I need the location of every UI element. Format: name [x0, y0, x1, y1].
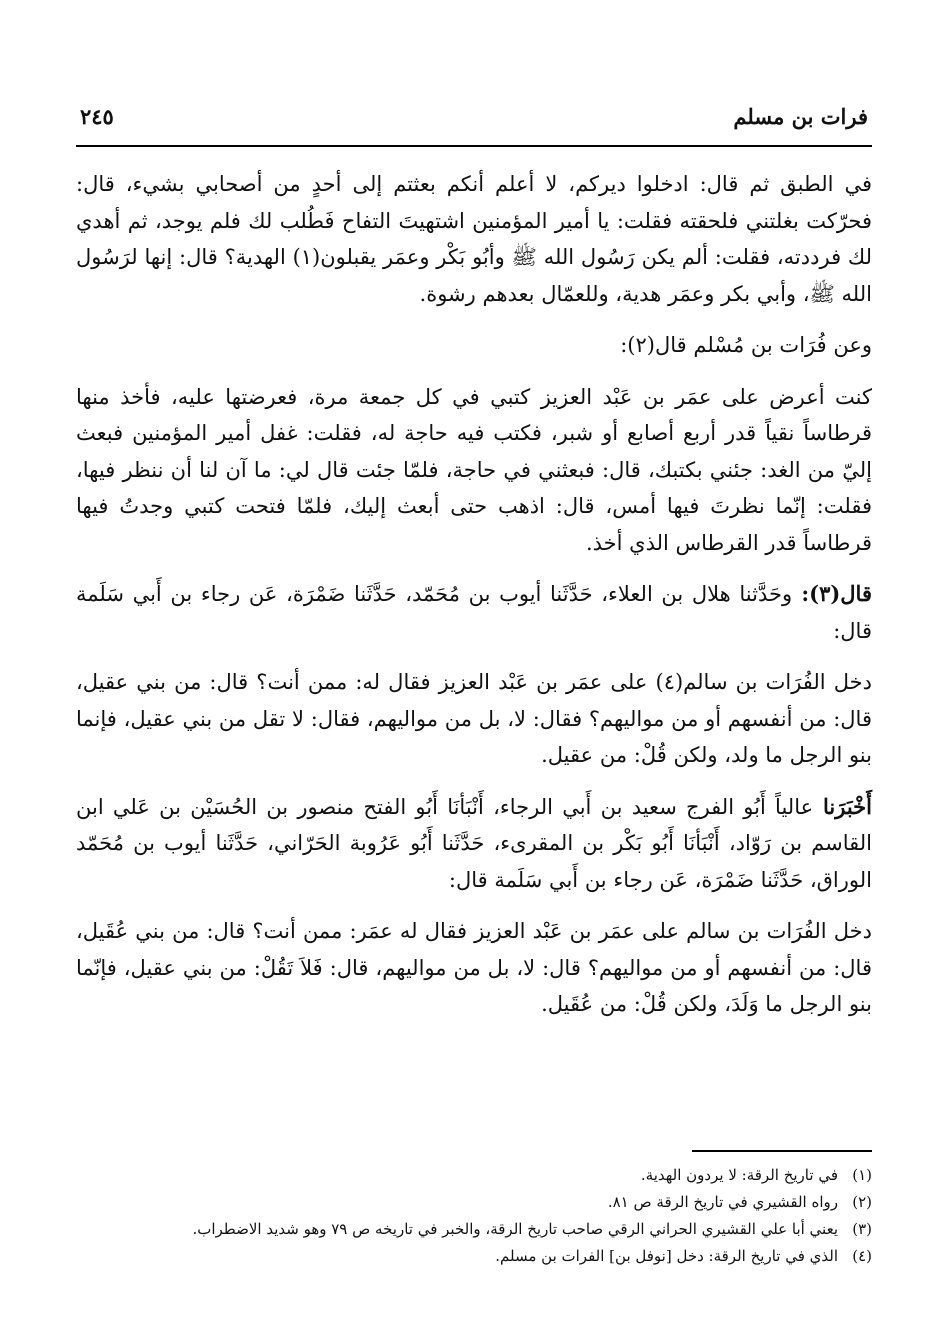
main-text — [76, 166, 872, 1038]
footnote-text: الذي في تاريخ الرقة: دخل [نوفل بن] الفرات بن مسلم. — [495, 1247, 838, 1265]
paragraph — [76, 913, 872, 1023]
footnote-number: (١) — [852, 1166, 872, 1184]
footnote-rule — [692, 1150, 872, 1152]
paragraph-lead: أَخْبَرَنا — [813, 793, 872, 819]
paragraph-text: وعن فُرَات بن مُسْلم قال(٢): — [620, 333, 872, 357]
footnote-text: في تاريخ الرقة: لا يردون الهدية. — [640, 1166, 838, 1184]
paragraph — [76, 576, 872, 649]
paragraph — [76, 327, 872, 364]
footnote-number: (٢) — [852, 1193, 872, 1211]
paragraph-lead: قال(٣): — [792, 581, 872, 606]
footnotes — [76, 1162, 872, 1270]
footnote — [76, 1162, 872, 1189]
footnote — [76, 1216, 872, 1243]
footnote-text: يعني أبا علي القشيري الحراني الرقي صاحب تاريخ الرقة، والخبر في تاريخه ص ٧٩ وهو شديد الاضطراب. — [192, 1220, 838, 1238]
page-number: ٢٤٥ — [80, 103, 114, 129]
header-rule — [76, 145, 872, 147]
footnote-text: رواه القشيري في تاريخ الرقة ص ٨١. — [607, 1193, 838, 1211]
paragraph-text: كنت أعرض على عمَر بن عَبْد العزيز كتبي في كل جمعة مرة، فعرضتها عليه، فأخذ منها قرطاساً نقياً قدر أربع أصابع أو شبر، فكتب فيه حاجة له، فقلت: غفل أمير المؤمنين فبعث إليّ من الغد: جئني بكتبك، قال: فبعثني في حاجة، فلمّا جئت قال لي: ما آن لنا أن ننظر فيها، فقلت: إنّما نظرتَ فيها أمس، قال: اذهب حتى أبعث إليك، فلمّا فتحت كتبي وجدتُ فيها قرطاساً قدر القرطاس الذي أخذ. — [76, 384, 872, 555]
paragraph-text: في الطبق ثم قال: ادخلوا ديركم، لا أعلم أنكم بعثتم إلى أحدٍ من أصحابي بشيء، قال: فحرّكت بغلتني فلحقته فقلت: يا أمير المؤمنين اشتهيتَ التفاح فَطُلب لك فلم يوجد، ثم أهدي لك فرددته، فقلت: ألم يكن رَسُول الله ﷺ وأبُو بَكْر وعمَر يقبلون(١) الهدية؟ قال: إنها لرَسُول الله ﷺ، وأبي بكر وعمَر هدية، وللعمّال بعدهم رشوة. — [76, 172, 872, 306]
running-header — [80, 96, 868, 136]
paragraph-text: دخل الفُرَات بن سالم على عمَر بن عَبْد العزيز فقال له عمَر: ممن أنت؟ قال: من بني عُقَيل، قال: من أنفسهم أو من مواليهم؟ قال: لا، بل من مواليهم، قال: فَلاَ تَقُلْ: من بني عقيل، فإنّما بنو الرجل ما وَلَدَ، ولكن قُلْ: من عُقَيل. — [76, 919, 872, 1016]
running-title: فرات بن مسلم — [733, 103, 868, 129]
paragraph — [76, 379, 872, 562]
footnote-number: (٤) — [852, 1247, 872, 1265]
paragraph — [76, 664, 872, 774]
footnote-number: (٣) — [852, 1220, 872, 1238]
footnote — [76, 1243, 872, 1270]
paragraph — [76, 166, 872, 312]
footnote — [76, 1189, 872, 1216]
paragraph-text: وحَدَّثنا هلال بن العلاء، حَدَّثَنا أيوب بن مُحَمّد، حَدَّثَنا ضَمْرَة، عَن رجاء بن أَبي سَلَمة قال: — [76, 582, 872, 643]
paragraph-text: دخل الفُرَات بن سالم(٤) على عمَر بن عَبْد العزيز فقال له: ممن أنت؟ قال: من بني عقيل، قال: من أنفسهم أو من مواليهم؟ فقال: لا، بل من مواليهم، فقال: لا تقل من بني عقيل، فإنما بنو الرجل ما ولد، ولكن قُلْ: من عقيل. — [76, 670, 872, 767]
paragraph-text: عالياً أَبُو الفرج سعيد بن أَبي الرجاء، أَنْبَأنَا أَبُو الفتح منصور بن الحُسَيْن بن عَلي ابن القاسم بن رَوّاد، أَنْبَأنَا أَبُو بَكْر بن المقرىء، حَدَّثَنا أَبُو عَرُوبة الحَرّاني، حَدَّثَنا أيوب بن مُحَمّد الوراق، حَدَّثَنا ضَمْرَة، عَن رجاء بن أَبي سَلَمة قال: — [76, 794, 872, 892]
paragraph — [76, 789, 872, 899]
